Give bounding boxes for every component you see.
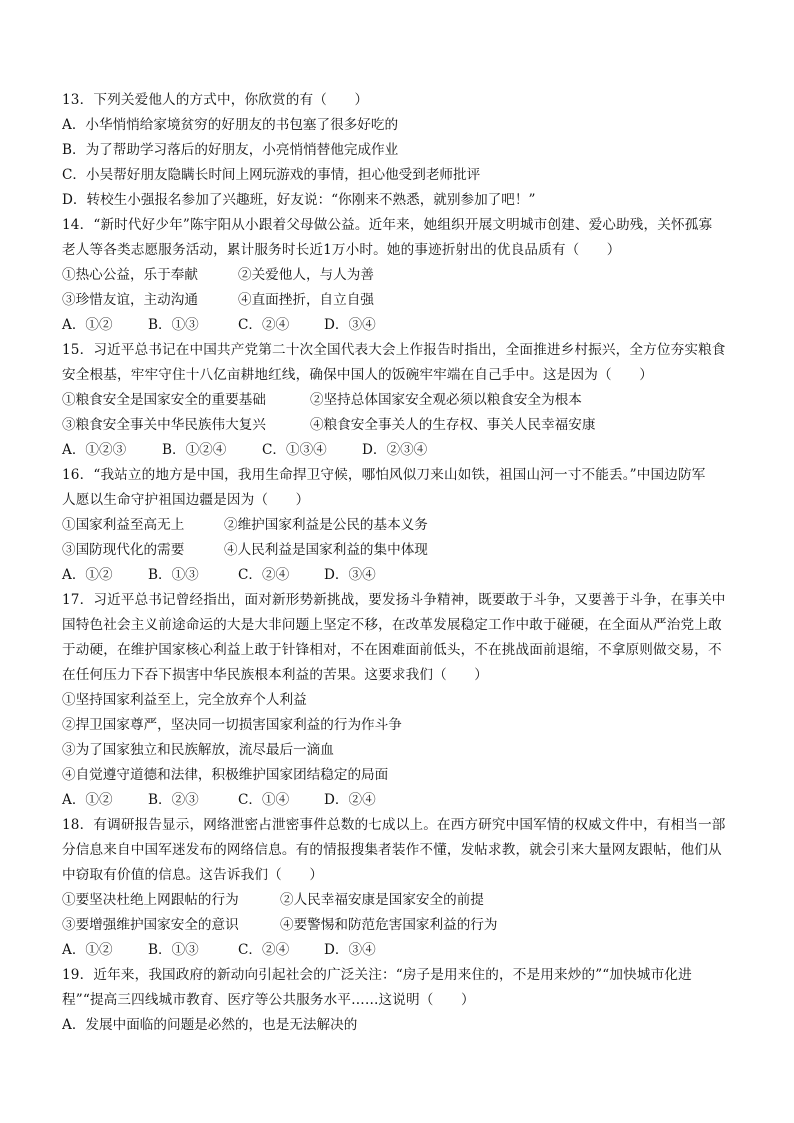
q17-statement-4: ④自觉遵守道德和法律，积极维护国家团结稳定的局面 [62, 767, 389, 783]
q17-option-d: D．②④ [324, 792, 376, 808]
q19-stem-line2: 程”“提高三四线城市教育、医疗等公共服务水平……这说明（ ） [62, 992, 475, 1008]
q14-statement-1: ①热心公益，乐于奉献 [62, 267, 198, 283]
q17-statement-2: ②捍卫国家尊严，坚决同一切损害国家利益的行为作斗争 [62, 717, 402, 733]
q16-option-d: D．③④ [324, 567, 376, 583]
q15-option-c: C．①③④ [262, 442, 327, 458]
q17-option-a: A．①② [62, 792, 113, 808]
q18-statement-3: ③要增强维护国家安全的意识 [62, 917, 239, 933]
q17-statement-3: ③为了国家独立和民族解放，流尽最后一滴血 [62, 742, 334, 758]
q18-statements-row2 [62, 916, 734, 934]
q15-statements-row2 [62, 416, 734, 434]
q17-stem-line2: 国特色社会主义前途命运的大是大非问题上坚定不移，在改革发展稳定工作中敢于碰硬，在全面从严治党上敢 [62, 617, 722, 633]
q16-statement-4: ④人民利益是国家利益的集中体现 [224, 542, 428, 558]
q13-option-c: C．小吴帮好朋友隐瞒长时间上网玩游戏的事情，担心他受到老师批评 [62, 167, 481, 183]
q15-option-d: D．②③④ [362, 442, 428, 458]
q16-statements-row2 [62, 541, 734, 559]
q14-option-b: B．①③ [148, 317, 199, 333]
q14-options [62, 316, 734, 334]
q14-statement-4: ④直面挫折，自立自强 [238, 292, 374, 308]
q13-stem: 13．下列关爱他人的方式中，你欣赏的有（ ） [62, 92, 369, 108]
q15-option-b: B．①②④ [162, 442, 227, 458]
q16-statement-2: ②维护国家利益是公民的基本义务 [224, 517, 428, 533]
q14-stem-line2: 老人等各类志愿服务活动，累计服务时长近1万小时。她的事迹折射出的优良品质有（ ） [62, 242, 621, 258]
q18-option-d: D．③④ [324, 942, 376, 958]
q16-statement-3: ③国防现代化的需要 [62, 542, 185, 558]
q15-option-a: A．①②③ [62, 442, 127, 458]
q16-options [62, 566, 734, 584]
q13-option-a: A．小华悄悄给家境贫穷的好朋友的书包塞了很多好吃的 [62, 117, 399, 133]
q16-option-a: A．①② [62, 567, 113, 583]
q15-statement-2: ②坚持总体国家安全观必须以粮食安全为根本 [310, 392, 582, 408]
q17-stem-line3: 于动硬，在维护国家核心利益上敢于针锋相对，不在困难面前低头，不在挑战面前退缩，不拿原则做交易，不 [62, 642, 722, 658]
q14-statements-row1 [62, 266, 734, 284]
q17-stem-line1: 17．习近平总书记曾经指出，面对新形势新挑战，要发扬斗争精神，既要敢于斗争，又要善于斗争，在事关中 [62, 592, 726, 608]
q18-stem-line1: 18．有调研报告显示，网络泄密占泄密事件总数的七成以上。在西方研究中国军情的权威文件中，有相当一部 [62, 817, 726, 833]
q19-stem-line1: 19．近年来，我国政府的新动向引起社会的广泛关注：“房子是用来住的，不是用来炒的”“加快城市化进 [62, 967, 692, 983]
q16-stem-line2: 人愿以生命守护祖国边疆是因为（ ） [62, 492, 310, 508]
q19-option-a: A．发展中面临的问题是必然的，也是无法解决的 [62, 1017, 358, 1033]
q13-option-b: B．为了帮助学习落后的好朋友，小亮悄悄替他完成作业 [62, 142, 399, 158]
q18-statements-row1 [62, 891, 734, 909]
q18-stem-line2: 分信息来自中国军迷发布的网络信息。有的情报搜集者装作不懂，发帖求教，就会引来大量网友跟帖，他们从 [62, 842, 722, 858]
q16-statements-row1 [62, 516, 734, 534]
q17-options [62, 791, 734, 809]
q14-statement-3: ③珍惜友谊，主动沟通 [62, 292, 198, 308]
q15-statement-3: ③粮食安全事关中华民族伟大复兴 [62, 417, 266, 433]
q18-stem-line3: 中窃取有价值的信息。这告诉我们（ ） [62, 867, 324, 883]
q16-option-b: B．①③ [148, 567, 199, 583]
q16-stem-line1: 16．“我站立的地方是中国，我用生命捍卫守候，哪怕风似刀来山如铁，祖国山河一寸不能丢。”中国边防军 [62, 467, 706, 483]
q15-stem-line2: 安全根基，牢牢守住十八亿亩耕地红线，确保中国人的饭碗牢牢端在自己手中。这是因为（ ） [62, 367, 653, 383]
q17-option-c: C．①④ [238, 792, 290, 808]
q17-statement-1: ①坚持国家利益至上，完全放弃个人利益 [62, 692, 307, 708]
q17-option-b: B．②③ [148, 792, 199, 808]
q14-stem-line1: 14．“新时代好少年”陈宇阳从小跟着父母做公益。近年来，她组织开展文明城市创建、爱心助残，关怀孤寡 [62, 217, 713, 233]
q15-statements-row1 [62, 391, 734, 409]
q18-option-c: C．②④ [238, 942, 290, 958]
q18-statement-1: ①要坚决杜绝上网跟帖的行为 [62, 892, 239, 908]
q18-statement-2: ②人民幸福安康是国家安全的前提 [280, 892, 484, 908]
q15-statement-4: ④粮食安全事关人的生存权、事关人民幸福安康 [310, 417, 596, 433]
q15-stem-line1: 15．习近平总书记在中国共产党第二十次全国代表大会上作报告时指出，全面推进乡村振兴，全方位夯实粮食 [62, 342, 726, 358]
q18-statement-4: ④要警惕和防范危害国家利益的行为 [280, 917, 498, 933]
q14-statement-2: ②关爱他人，与人为善 [238, 267, 374, 283]
q18-options [62, 941, 734, 959]
q14-option-a: A．①② [62, 317, 113, 333]
q17-stem-line4: 在任何压力下吞下损害中华民族根本利益的苦果。这要求我们（ ） [62, 667, 489, 683]
q15-statement-1: ①粮食安全是国家安全的重要基础 [62, 392, 266, 408]
q13-option-d: D．转校生小强报名参加了兴趣班，好友说：“你刚来不熟悉，就别参加了吧！” [62, 192, 536, 208]
q14-option-d: D．③④ [324, 317, 376, 333]
q14-statements-row2 [62, 291, 734, 309]
q16-statement-1: ①国家利益至高无上 [62, 517, 185, 533]
q18-option-a: A．①② [62, 942, 113, 958]
q16-option-c: C．②④ [238, 567, 290, 583]
q18-option-b: B．①③ [148, 942, 199, 958]
q14-option-c: C．②④ [238, 317, 290, 333]
q15-options [62, 441, 734, 459]
